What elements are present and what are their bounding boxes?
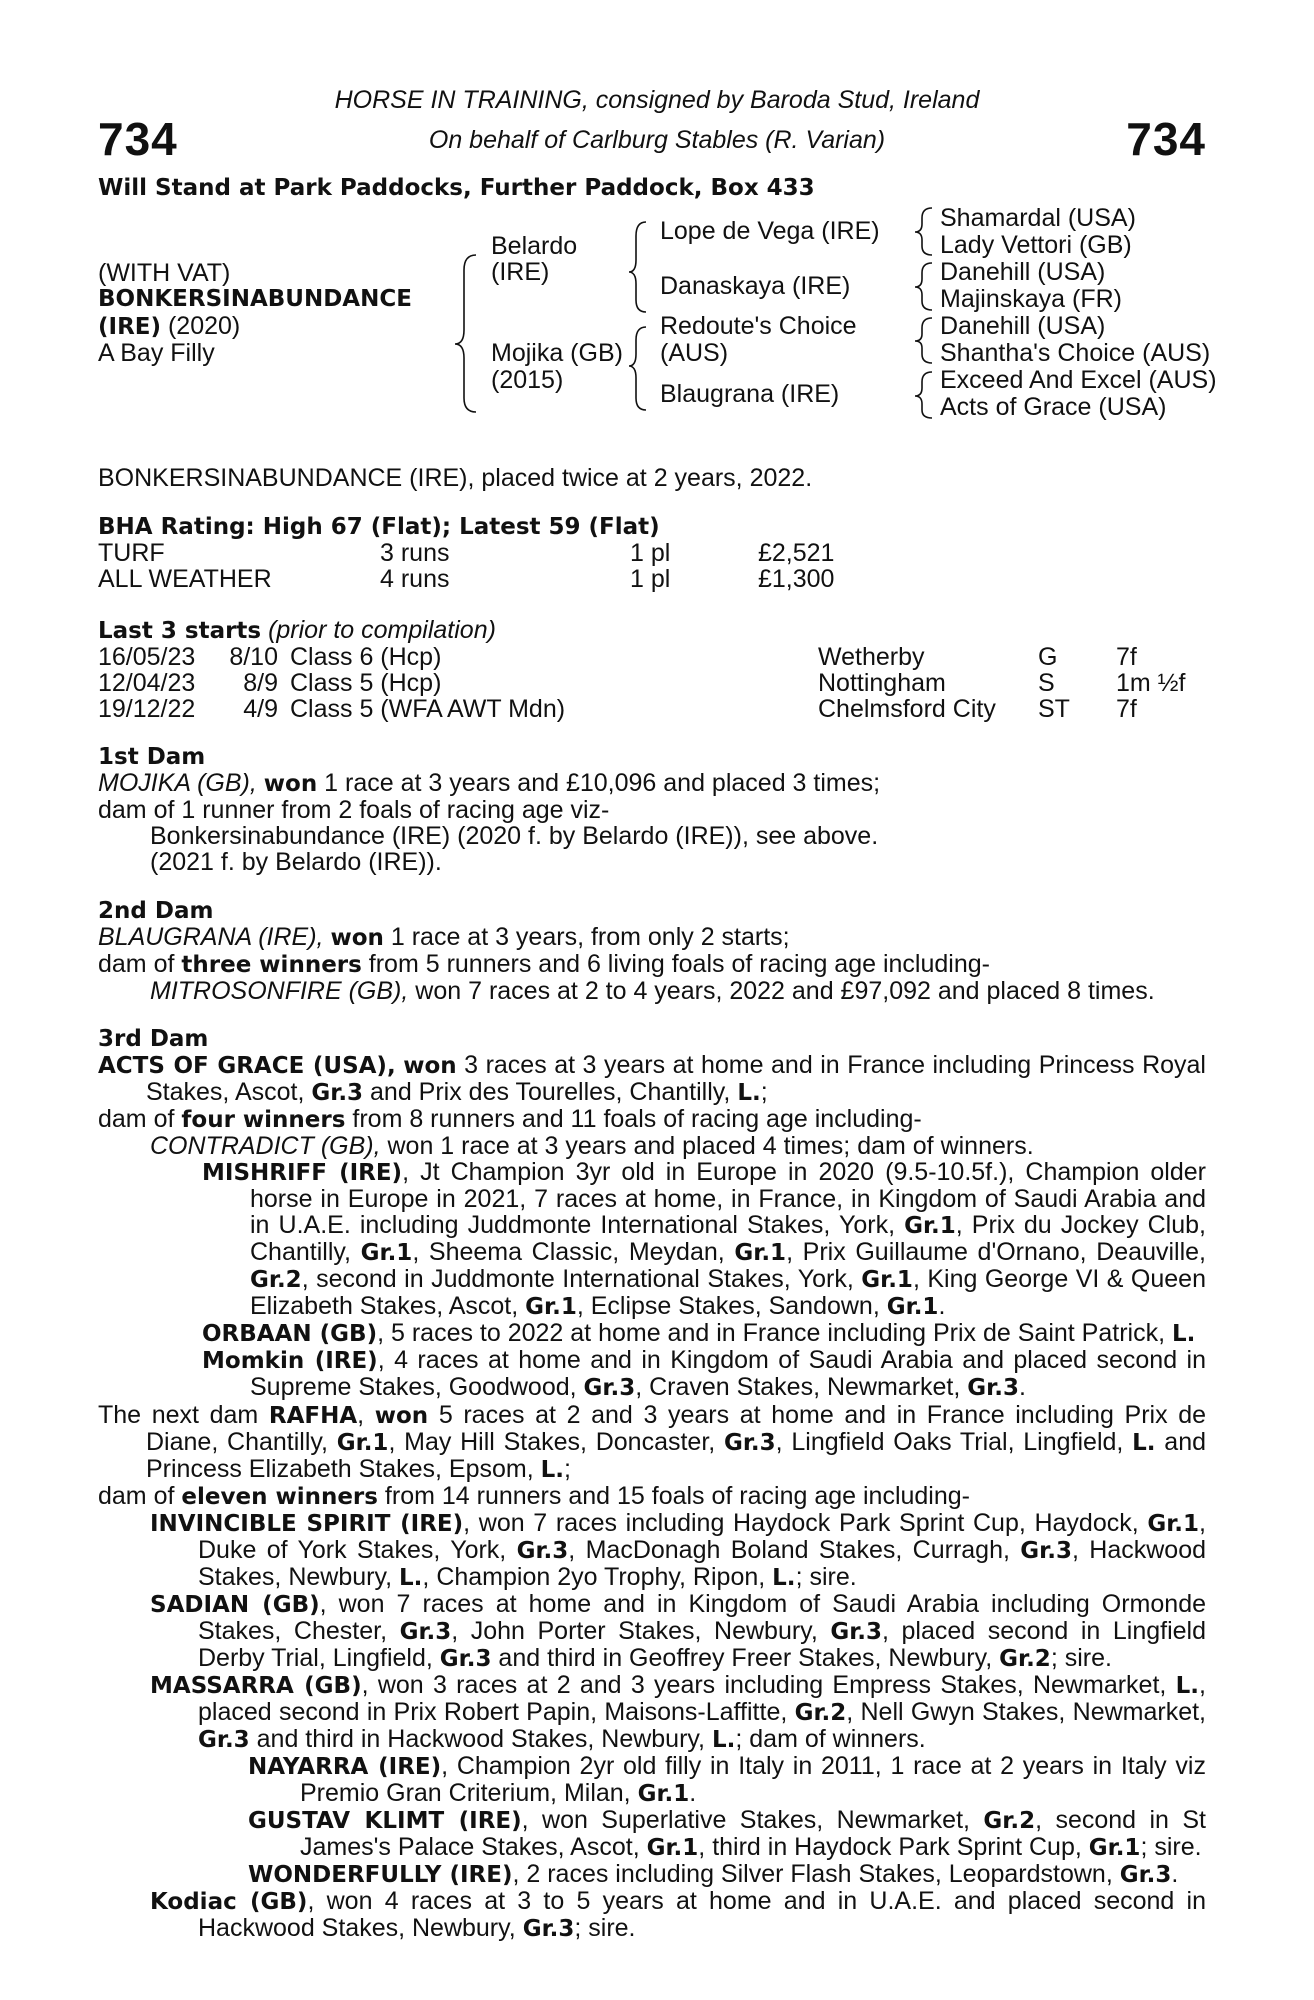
dam-name: MOJIKA (GB), [98, 769, 257, 797]
grade: L. [772, 1565, 796, 1591]
grade: Gr.3 [1020, 1538, 1072, 1564]
grade: Gr.1 [861, 1267, 913, 1293]
grade: Gr.1 [360, 1240, 413, 1266]
produce-orbaan [98, 1320, 1206, 1347]
horse-record: , Prix du Jockey Club, Chantilly, [250, 1211, 1206, 1266]
horse-record: ; dam of winners. [735, 1725, 926, 1753]
grade: Gr.3 [583, 1375, 636, 1401]
sd-sire: Danehill (USA) [940, 258, 1106, 286]
behalf-line: On behalf of Carlburg Stables (R. Varian) [428, 126, 886, 154]
record-text: and Princess Elizabeth Stakes, Epsom, [146, 1428, 1207, 1483]
grade: L. [1132, 1430, 1156, 1456]
starts-note: (prior to compilation) [268, 616, 496, 644]
record-text: , Lingfield Oaks Trial, Lingfield, [775, 1428, 1124, 1456]
horse-record: , Craven Stakes, Newmarket, [635, 1373, 961, 1401]
pos-cell: 4/9 [243, 695, 278, 723]
dam-of-label: dam of [98, 1105, 175, 1133]
produce-kodiac [98, 1888, 1206, 1942]
won-label: won [330, 925, 384, 951]
winners-count: three winners [181, 952, 362, 978]
dist-cell: 7f [1116, 643, 1137, 671]
horse-record: and third in Geoffrey Freer Stakes, Newbury, [498, 1644, 993, 1672]
horse-record: , second in Juddmonte International Stakes, York, [301, 1265, 854, 1293]
horse-name: GUSTAV KLIMT (IRE) [248, 1808, 522, 1834]
placed-cell: 1 pl [630, 539, 671, 567]
ss-sire: Shamardal (USA) [940, 204, 1136, 232]
produce-nayarra [98, 1753, 1206, 1807]
won-label: won [263, 771, 318, 797]
horse-name: SADIAN (GB) [150, 1592, 320, 1618]
second-dam-record [98, 924, 1206, 951]
third-dam-produce [98, 1106, 1206, 1133]
first-dam-section [98, 744, 1206, 875]
produce-gustav-klimt [98, 1807, 1206, 1861]
grade: Gr.1 [1147, 1511, 1200, 1537]
next-dam-produce [98, 1483, 1206, 1510]
table-row [98, 696, 1185, 722]
starts-section [98, 617, 1206, 722]
first-dam-produce: dam of 1 runner from 2 foals of racing age viz- [98, 796, 610, 824]
race-cell: Class 6 (Hcp) [290, 643, 442, 671]
dd-sire: Exceed And Excel (AUS) [940, 366, 1217, 394]
third-dam-section [98, 1026, 1206, 1401]
surface-cell: ALL WEATHER [98, 565, 272, 593]
grade: L. [711, 1727, 736, 1753]
horse-name: ORBAAN (GB) [202, 1321, 378, 1347]
sire-brace [629, 222, 646, 312]
produce-mishriff [98, 1159, 1206, 1320]
horse-record: . [938, 1292, 946, 1320]
stand-location: Will Stand at Park Paddocks, Further Paddock, Box 433 [98, 175, 815, 201]
starts-table [98, 644, 1185, 722]
dam-name: Mojika (GB) [491, 339, 623, 367]
horse-record: , won 3 races at 2 and 3 years including Empress Stakes, Newmarket, [361, 1671, 1167, 1699]
produce-text: from 5 runners and 6 living foals of racing age including- [368, 950, 990, 978]
horse-record: , MacDonagh Boland Stakes, Curragh, [568, 1536, 1010, 1564]
sire-name: Belardo [491, 232, 578, 260]
earnings-cell: £2,521 [758, 539, 835, 567]
dam-of-label: dam of [98, 1482, 175, 1510]
produce-2: (2021 f. by Belardo (IRE)). [150, 848, 442, 876]
second-dam-title: 2nd Dam [98, 898, 214, 924]
record-text: 1 race at 3 years and £10,096 and placed 3 times; [324, 769, 881, 797]
grade: Gr.3 [1119, 1862, 1172, 1888]
record-text: 3 races at 3 years at home and in France including Princess Royal Stakes, Ascot, [146, 1051, 1206, 1106]
surface-cell: TURF [98, 539, 165, 567]
ds-dam: Shantha's Choice (AUS) [940, 339, 1211, 367]
dist-cell: 1m ½f [1116, 669, 1186, 697]
produce-momkin [98, 1347, 1206, 1401]
horse-record: , placed second in Lingfield Derby Trial, Lingfield, [198, 1617, 1206, 1672]
vat-note: (WITH VAT) [98, 259, 231, 287]
horse-record: , won 4 races at 3 to 5 years at home and in U.A.E. and placed second in Hackwood Stakes, Newbury, [198, 1887, 1206, 1942]
winners-count: eleven winners [181, 1484, 378, 1510]
horse-record: , 2 races including Silver Flash Stakes, Leopardstown, [512, 1860, 1113, 1888]
record-text: ; [760, 1078, 768, 1106]
dam-of-label: dam of [98, 950, 175, 978]
going-cell: ST [1038, 695, 1070, 723]
dd-dam: Acts of Grace (USA) [940, 393, 1167, 421]
lot-number-right: 734 [1126, 113, 1206, 165]
table-row [98, 644, 1185, 670]
horse-record: , won 7 races at home and in Kingdom of Saudi Arabia including Ormonde Stakes, Chester, [198, 1590, 1206, 1645]
horse-record: , Nell Gwyn Stakes, Newmarket, [846, 1698, 1206, 1726]
horse-name: CONTRADICT (GB), [150, 1132, 381, 1160]
grade: Gr.3 [967, 1375, 1019, 1401]
starts-heading [98, 617, 1206, 644]
runs-cell: 4 runs [380, 565, 450, 593]
dam-sire-name: Redoute's Choice [660, 312, 857, 340]
horse-record: ; sire. [1140, 1833, 1202, 1861]
horse-record: ; sire. [574, 1914, 636, 1942]
grade: Gr.3 [723, 1430, 776, 1456]
placed-cell: 1 pl [630, 565, 671, 593]
table-row [98, 540, 834, 566]
race-cell: Class 5 (WFA AWT Mdn) [290, 695, 566, 723]
produce-contradict [98, 1133, 1206, 1159]
grade: Gr.3 [830, 1619, 883, 1645]
sire-sire: Lope de Vega (IRE) [660, 217, 880, 245]
horse-description: A Bay Filly [98, 339, 215, 367]
dam-name: BLAUGRANA (IRE), [98, 923, 324, 951]
dd-brace [915, 372, 932, 418]
grade: Gr.2 [999, 1646, 1051, 1672]
course-cell: Chelmsford City [818, 695, 996, 723]
horse-record: , Jt Champion 3yr old in Europe in 2020 (9.5-10.5f.), Champion older horse in Europe in 2021, 7 races at home, in France, in Kingdom of Saudi Arabia and in U.A.E. including Juddmonte International Stakes, York, [250, 1158, 1206, 1239]
horse-record: , John Porter Stakes, Newbury, [451, 1617, 818, 1645]
grade: Gr.3 [311, 1080, 364, 1106]
produce-invincible-spirit [98, 1510, 1206, 1591]
horse-name: Momkin (IRE) [202, 1348, 378, 1374]
date-cell: 16/05/23 [98, 643, 196, 671]
next-dam-section [98, 1402, 1206, 1942]
produce-text: from 8 runners and 11 foals of racing age including- [352, 1105, 922, 1133]
horse-record: , Champion 2yo Trophy, Ripon, [422, 1563, 766, 1591]
starts-title: Last 3 starts [98, 618, 262, 644]
pos-cell: 8/10 [229, 643, 278, 671]
course-cell: Wetherby [818, 643, 925, 671]
consignor-line: HORSE IN TRAINING, consigned by Baroda Stud, Ireland [334, 86, 980, 114]
grade: Gr.1 [904, 1213, 956, 1239]
horse-record: won 1 race at 3 years and placed 4 times; dam of winners. [387, 1132, 1034, 1160]
second-dam-section [98, 898, 1206, 1004]
produce-massarra [98, 1672, 1206, 1753]
race-summary: BONKERSINABUNDANCE (IRE), placed twice at 2 years, 2022. [98, 464, 813, 492]
ds-brace [915, 318, 932, 363]
table-row [98, 566, 834, 592]
grade: Gr.3 [439, 1646, 492, 1672]
ss-dam: Lady Vettori (GB) [940, 231, 1132, 259]
dist-cell: 7f [1116, 695, 1137, 723]
course-cell: Nottingham [818, 669, 946, 697]
record-text: , May Hill Stakes, Doncaster, [388, 1428, 716, 1456]
horse-record: , King George VI & Queen Elizabeth Stakes, Ascot, [250, 1265, 1206, 1320]
produce-mitrosonfire [98, 978, 1206, 1004]
produce-text: from 14 runners and 15 foals of racing age including- [384, 1482, 970, 1510]
horse-name: INVINCIBLE SPIRIT (IRE) [150, 1511, 464, 1537]
grade: Gr.3 [516, 1538, 569, 1564]
grade: Gr.3 [522, 1916, 575, 1942]
horse-record: . [1171, 1860, 1179, 1888]
dam-name: ACTS OF GRACE (USA), [98, 1053, 396, 1079]
horse-name: WONDERFULLY (IRE) [248, 1862, 513, 1888]
grade: Gr.2 [250, 1267, 302, 1293]
record-text: ; [564, 1455, 571, 1483]
horse-record: ; sire. [1050, 1644, 1112, 1672]
grade: L. [1175, 1673, 1200, 1699]
record-text: 5 races at 2 and 3 years at home and in France including Prix de Diane, Chantilly, [146, 1401, 1207, 1456]
record-text: , [357, 1401, 365, 1429]
horse-origin: (IRE) [98, 314, 162, 340]
dam-sire-origin: (AUS) [660, 339, 729, 367]
grade: L. [737, 1080, 761, 1106]
record-text: 1 race at 3 years, from only 2 starts; [390, 923, 790, 951]
horse-record: , third in Haydock Park Sprint Cup, [698, 1833, 1082, 1861]
dam-dam: Blaugrana (IRE) [660, 380, 840, 408]
sire-dam: Danaskaya (IRE) [660, 272, 851, 300]
sd-dam: Majinskaya (FR) [940, 285, 1122, 313]
next-dam-record [98, 1402, 1206, 1483]
horse-record: and third in Hackwood Stakes, Newbury, [256, 1725, 706, 1753]
grade: L. [540, 1457, 565, 1483]
grade: Gr.1 [336, 1430, 389, 1456]
horse-record: , Eclipse Stakes, Sandown, [576, 1292, 880, 1320]
horse-record: , second in St James's Palace Stakes, Ascot, [300, 1806, 1207, 1861]
produce-wonderfully [98, 1861, 1206, 1888]
race-cell: Class 5 (Hcp) [290, 669, 442, 697]
grade: Gr.2 [983, 1808, 1036, 1834]
rating-section [98, 514, 1206, 592]
grade: Gr.1 [886, 1294, 939, 1320]
grade: Gr.1 [1088, 1835, 1141, 1861]
rating-table [98, 540, 834, 592]
first-dam-record [98, 770, 1206, 797]
horse-record: . [689, 1779, 697, 1807]
horse-name: MASSARRA (GB) [150, 1673, 362, 1699]
ds-sire: Danehill (USA) [940, 312, 1106, 340]
grade: L. [399, 1565, 423, 1591]
horse-record: ; sire. [795, 1563, 857, 1591]
won-label: won [403, 1053, 457, 1079]
date-cell: 19/12/22 [98, 695, 196, 723]
sd-brace [915, 263, 932, 310]
horse-record: , Champion 2yr old filly in Italy in 2011, 1 race at 2 years in Italy viz Premio Gran Criterium, Milan, [300, 1752, 1206, 1807]
horse-name: MISHRIFF (IRE) [202, 1160, 403, 1186]
horse-record: , 4 races at home and in Kingdom of Saudi Arabia and placed second in Supreme Stakes, Goodwood, [250, 1346, 1206, 1401]
main-brace [455, 255, 476, 412]
intro-text: The next dam [98, 1401, 259, 1429]
runs-cell: 3 runs [380, 539, 450, 567]
dam-name: RAFHA [268, 1403, 358, 1429]
grade: Gr.3 [399, 1619, 452, 1645]
lot-number-left: 734 [98, 113, 178, 165]
earnings-cell: £1,300 [758, 565, 835, 593]
dam-brace [629, 327, 646, 410]
first-dam-title: 1st Dam [98, 744, 206, 770]
second-dam-produce [98, 951, 1206, 978]
going-cell: S [1038, 669, 1055, 697]
horse-name: NAYARRA (IRE) [248, 1754, 442, 1780]
grade: Gr.1 [646, 1835, 699, 1861]
horse-record: , 5 races to 2022 at home and in France including Prix de Saint Patrick, [377, 1319, 1166, 1347]
pos-cell: 8/9 [243, 669, 278, 697]
record-text: and Prix des Tourelles, Chantilly, [370, 1078, 731, 1106]
horse-name: MITROSONFIRE (GB), [150, 977, 409, 1005]
horse-record: , won 7 races including Haydock Park Sprint Cup, Haydock, [463, 1509, 1139, 1537]
grade: L. [1171, 1321, 1196, 1347]
horse-year: (2020) [167, 312, 241, 340]
grade: Gr.2 [794, 1700, 847, 1726]
horse-record: , Prix Guillaume d'Ornano, Deauville, [786, 1238, 1206, 1266]
horse-record: , Duke of York Stakes, York, [198, 1509, 1206, 1564]
grade: Gr.1 [525, 1294, 577, 1320]
won-label: won [374, 1403, 429, 1429]
third-dam-title: 3rd Dam [98, 1026, 209, 1052]
produce-1: Bonkersinabundance (IRE) (2020 f. by Belardo (IRE)), see above. [150, 822, 879, 850]
winners-count: four winners [181, 1107, 346, 1133]
horse-record: , Hackwood Stakes, Newbury, [198, 1536, 1207, 1591]
third-dam-record [98, 1052, 1206, 1106]
produce-sadian [98, 1591, 1206, 1672]
horse-record: , Sheema Classic, Meydan, [412, 1238, 725, 1266]
grade: Gr.1 [734, 1240, 787, 1266]
horse-name: Kodiac (GB) [150, 1889, 308, 1915]
horse-name: BONKERSINABUNDANCE [98, 286, 412, 312]
dam-year: (2015) [491, 366, 564, 394]
date-cell: 12/04/23 [98, 669, 196, 697]
table-row [98, 670, 1185, 696]
horse-record: , won Superlative Stakes, Newmarket, [521, 1806, 970, 1834]
going-cell: G [1038, 643, 1058, 671]
horse-record: won 7 races at 2 to 4 years, 2022 and £97,092 and placed 8 times. [415, 977, 1155, 1005]
grade: Gr.3 [198, 1727, 250, 1753]
rating-title: BHA Rating: High 67 (Flat); Latest 59 (Flat) [98, 514, 660, 540]
sire-origin: (IRE) [491, 258, 550, 286]
grade: Gr.1 [637, 1781, 690, 1807]
horse-record: , placed second in Prix Robert Papin, Maisons-Laffitte, [198, 1671, 1206, 1726]
horse-record: . [1018, 1373, 1026, 1401]
ss-brace [915, 208, 932, 255]
